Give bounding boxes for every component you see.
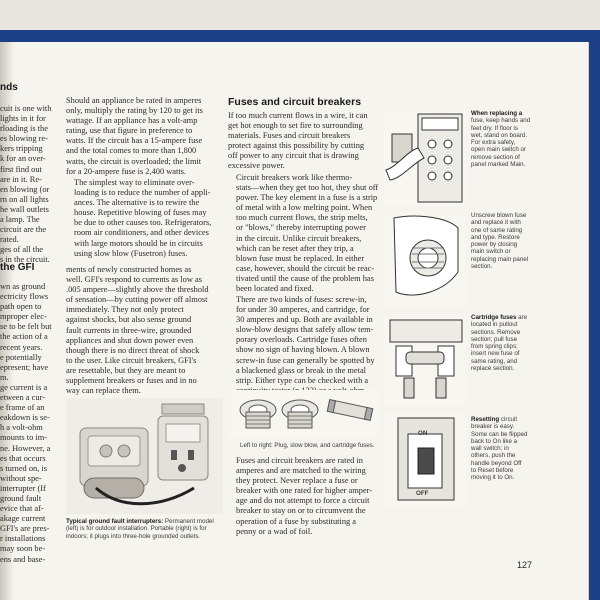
text-line: rn on all lights [0,194,49,204]
text-line: breaker to stay on or to circumvent the [236,506,366,516]
left-heading: nds [0,82,18,93]
text-line: ments of newly constructed homes as [66,265,192,274]
text-line: e frame of an [0,403,45,413]
sidebar-caption-4-title: Resetting [471,416,500,423]
text-line: only, multiply the rating by 120 to get its [66,106,203,116]
sidebar-caption-1 [471,110,530,168]
sidebar-caption-3 [471,314,527,372]
text-line: feet dry. If floor is [471,124,518,132]
text-line: porary overloads. Cartridge fuses often [236,335,367,345]
text-line: from spring clips; [471,343,518,351]
text-line: fault currents in three-wire, grounded [66,325,192,335]
text-line: fuse, keep hands and [471,117,531,125]
text-line: too much current flows, the strip melts, [236,213,368,223]
text-line: for a 20-ampere fuse is 2,400 watts. [66,166,187,176]
text-line: sections. Remove [471,328,521,336]
text-line: e potentially [0,352,42,362]
text-line: GFI's are pres- [0,524,50,534]
photo-caption-line1: Permanent model [163,518,214,525]
text-line: penny or a wad of foil. [236,526,313,536]
text-line: rloading is the [0,124,48,134]
text-line: ens and base- [0,554,46,564]
text-line: Circuit breakers work like thermo- [236,173,353,182]
text-line: without spe- [0,473,42,483]
text-line: section. [471,263,493,271]
text-line: power by closing [471,241,518,249]
text-line: open main switch or [471,146,527,154]
text-line: ges of all the [0,245,44,255]
column1-para3 [66,265,209,396]
text-line: wall switch; in [471,445,509,453]
text-line: en blowing (or [0,184,50,194]
text-line: and replace it with [471,219,521,227]
text-line: Fuses and circuit breakers are rated in [236,456,363,465]
text-line: of metal with a low melting point. When [236,203,373,213]
text-line: others, push the [471,452,516,460]
text-line: same rating, and [471,357,518,365]
text-line: and the total comes to more than 1,800 [66,146,197,156]
text-line: located in pullout [471,321,518,329]
text-line: a blackened glass or break in the metal [236,365,366,375]
text-line: mounts to im- [0,433,47,443]
text-line: interrupter (If [0,483,46,493]
sidebar-caption-3-text [471,321,527,372]
text-line: If too much current flows in a wire, it can [228,111,368,120]
text-line: rating, use that figure in preference to [66,126,193,136]
text-line: though there is no direct threat of shock [66,345,200,355]
text-line: appliances and shut down power even [66,335,194,345]
text-line: insert new fuse of [471,350,520,358]
text-line: to Reset before [471,467,514,475]
photo-caption-line3: indoors; it plugs into three-hole grounded outlets. [66,532,201,540]
text-line: a lamp. The [0,215,40,225]
text-line: se to be felt but [0,322,52,332]
text-line: he wall outlets [0,204,49,214]
circuit-breaker-illustration [384,414,466,506]
text-line: remove section of [471,153,520,161]
left-heading-gfi: the GFI [0,262,35,273]
sidebar-caption-4 [471,416,527,482]
column2-para2 [228,173,378,294]
breaker-off-label: OFF [416,490,429,497]
text-line: For extra safety, [471,139,516,147]
text-line: wet, stand on board. [471,131,528,139]
text-line: There are two kinds of fuses: screw-in, [236,295,367,304]
text-line: loading is to reduce the number of appli- [74,188,211,198]
column2-para1 [228,111,368,172]
text-line: ground fault [0,493,42,503]
text-line: first find out [0,164,42,174]
text-line: main switch or [471,248,511,256]
text-line: tivated until the cause of the problem has [236,273,374,283]
text-line: are resettable, but they are meant to [66,365,186,375]
fuse-panel-illustration [384,108,466,206]
text-line: in the circuit. Unlike circuit breakers, [236,233,362,243]
sidebar-caption-1-title: When replacing a [471,110,523,117]
text-line: es that occurs [0,453,46,463]
column1-para2 [66,178,211,259]
text-line: 30 amperes and up. Both are available in [236,315,373,325]
text-line: m. [0,372,9,382]
text-line: case, however, should the circuit be reac- [236,263,375,273]
text-line: with large motors should be in circuits [74,238,203,248]
text-line: wattage. If an appliance has a volt-amp [66,116,198,126]
text-line: watts, the circuit is overloaded; the limit [66,156,202,166]
text-line: immediately. They not only protect [66,305,184,315]
text-line: been located and fixed. [236,284,314,294]
text-line: h a volt-ohm [0,423,43,433]
text-line: age and do not attempt to force a circuit [236,496,370,506]
text-line: materials. Fuses and circuit breakers [228,131,351,141]
text-line: Unscrew blown fuse [471,212,527,219]
text-line: off power to any circuit that is drawing [228,151,359,161]
text-line: one of same rating [471,226,523,234]
photo-caption-title: Typical ground fault interrupters: [66,518,164,525]
text-line: eakdown is se- [0,413,50,423]
sidebar-caption-1-text [471,117,530,168]
text-line: or "blows," thereby interrupting power [236,223,366,233]
text-line: lights in it for [0,114,46,124]
text-line: epresent; have [0,362,49,372]
cartridge-fuse-illustration [384,316,466,406]
page-number: 127 [516,560,532,570]
text-line: get hot enough to set fire to surrounding [228,121,363,131]
text-line: using slow blow (Fusetron) fuses. [74,248,188,258]
text-line: breaker is easy. [471,423,515,431]
sidebar-caption-3-title: Cartridge fuses [471,314,517,321]
text-line: and type. Restore [471,233,520,241]
text-line: ectricity flows [0,292,49,302]
text-line: evice that af- [0,504,44,514]
text-line: blown fuse must be replaced. In either [236,253,365,263]
text-line: handle beyond Off [471,459,522,467]
text-line: Some can be flipped [471,430,528,438]
breaker-on-label: ON [418,430,428,437]
text-line: supplement breakers or fuses and in no [66,376,197,386]
text-line: k for an over- [0,154,46,164]
text-line: circuit are the [0,225,47,235]
text-line: kers tripping [0,144,43,154]
text-line: operation of a fuse by substituting a [236,516,357,526]
text-line: The simplest way to eliminate over- [74,178,195,187]
text-line: for under 30 amperes, and cartridge, for [236,305,370,315]
text-line: which can be reset after they trip, a [236,243,354,253]
text-line: etween a cur- [0,393,45,403]
left-column-text-2 [0,282,52,565]
text-line: be due to other causes too. Refrigerators, [74,218,212,228]
text-line: amperes and are matched to the wiring [236,466,366,476]
text-line: show no sign of having blown. A blown [236,345,370,355]
text-line: are in it. Re- [0,174,42,184]
fuse-illustration [228,390,378,438]
text-line: akage current [0,514,46,524]
text-line: back to On like a [471,437,518,445]
text-line: breaker with one rated for higher amper- [236,486,373,496]
text-line: screw-in fuse can generally be spotted by [236,355,375,365]
text-line: well. GFI's respond to currents as low as [66,275,202,285]
text-line: stats—when they get too hot, they shut off [236,183,379,193]
text-line: may soon be- [0,544,46,554]
text-line: power. The key element in a fuse is a strip [236,193,378,203]
text-line: ge current is a [0,382,48,392]
text-line: slow-blow designs that safely allow tem- [236,325,374,335]
sidebar-caption-3-line1: are [516,314,528,321]
text-line: wn as ground [0,282,46,291]
text-line: rated. [0,235,19,245]
text-line: replacing main panel [471,255,529,263]
text-line: room air conditioners, and other devices [74,228,209,238]
left-column-text [0,104,51,266]
text-line: path open to [0,302,42,312]
column2-para4 [228,456,372,537]
gfi-photo [66,398,223,514]
fuse-caption: Left to right: Plug, slow blow, and cartridge fuses. [240,442,375,449]
section-heading: Fuses and circuit breakers [228,96,362,108]
text-line: mproper elec- [0,312,47,322]
text-line: replace section. [471,365,515,373]
text-line: house. Repetitive blowing of fuses may [74,208,207,218]
text-line: Should an appliance be rated in amperes [66,96,202,105]
text-line: recent years. [0,342,43,352]
sidebar-caption-2 [471,212,528,270]
text-line: s in the circuit. [0,255,50,265]
text-line: the action of a [0,332,48,342]
text-line: to the user. Like circuit breakers, GFI's [66,355,197,365]
text-line: s turned on, is [0,463,47,473]
photo-caption-line2: (left) is for outdoor installation. Portable (right) is for [66,525,207,533]
text-line: against shocks, but also sense ground [66,315,192,325]
unscrew-fuse-illustration [384,212,466,306]
text-line: watts. If the circuit has a 15-ampere fuse [66,136,203,146]
sidebar-caption-4-text [471,423,527,481]
text-line: r installations [0,534,46,544]
text-line: es blowing re- [0,134,48,144]
text-line: panel marked Main. [471,161,526,169]
text-line: cuit is one with [0,104,52,113]
text-line: way can replace them. [66,386,141,396]
text-line: of sensation—by cutting power off almost [66,295,208,305]
text-line: protect against this possibility by cutting [228,141,365,151]
text-line: .005 ampere—slightly above the threshold [66,285,209,295]
text-line: ances. The alternative is to rewire the [74,198,200,208]
text-line: they protect. Never replace a fuse or [236,476,358,486]
text-line: section; pull fuse [471,335,518,343]
text-line: ne. However, a [0,443,51,453]
text-line: moving it to On. [471,474,515,482]
text-line: strip. Either type can be checked with a [236,375,369,385]
text-line: excessive power. [228,161,285,171]
photo-caption [66,518,214,540]
sidebar-caption-4-line1: circuit [499,416,518,423]
column1-para1 [66,96,203,177]
